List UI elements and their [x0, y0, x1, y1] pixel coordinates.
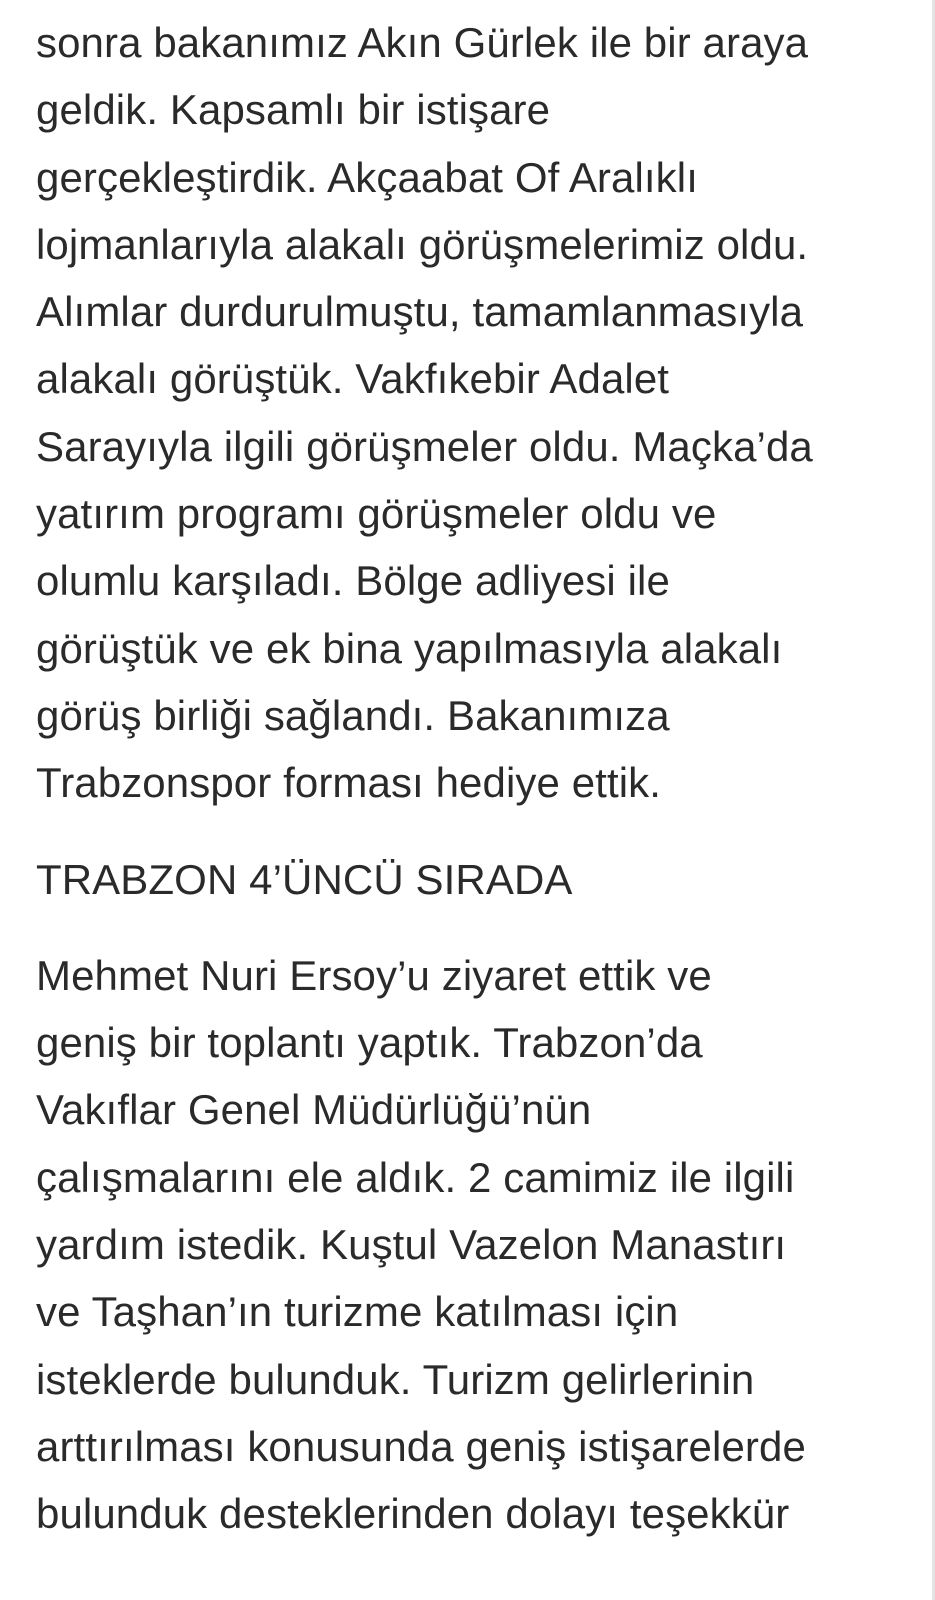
text-line: sonra bakanımız Akın Gürlek ile bir araya	[36, 19, 809, 66]
text-line: alakalı görüştük. Vakfıkebir Adalet	[36, 355, 670, 403]
article-paragraph	[36, 942, 916, 1548]
text-line: yatırım programı görüşmeler oldu ve	[36, 490, 717, 538]
text-line: Alımlar durdurulmuştu, tamamlanmasıyla	[36, 288, 804, 336]
text-line: Trabzonspor forması hediye ettik.	[36, 759, 662, 807]
text-line: olumlu karşıladı. Bölge adliyesi ile	[36, 557, 670, 605]
text-line: geldik. Kapsamlı bir istişare	[36, 86, 551, 134]
section-heading	[36, 846, 916, 913]
text-line: yardım istedik. Kuştul Vazelon Manastırı	[36, 1221, 787, 1269]
text-line: lojmanlarıyla alakalı görüşmelerimiz oldu.	[36, 220, 809, 268]
text-line: görüş birliği sağlandı. Bakanımıza	[36, 691, 670, 739]
text-line: arttırılması konusunda geniş istişarelerde	[36, 1422, 806, 1470]
text-line: isteklerde bulunduk. Turizm gelirlerinin	[36, 1355, 755, 1403]
text-line: görüştük ve ek bina yapılmasıyla alakalı	[36, 624, 783, 672]
text-line: bulunduk desteklerinden dolayı teşekkür	[36, 1490, 790, 1538]
article-paragraph	[36, 9, 916, 817]
text-line: Vakıflar Genel Müdürlüğü’nün	[36, 1086, 592, 1134]
text-line: Sarayıyla ilgili görüşmeler oldu. Maçka’da	[36, 422, 813, 470]
text-line: gerçekleştirdik. Akçaabat Of Aralıklı	[36, 153, 698, 201]
text-line: ve Taşhan’ın turizme katılması için	[36, 1288, 679, 1336]
text-line: çalışmalarını ele aldık. 2 camimiz ile ilgili	[36, 1153, 795, 1201]
article-body	[36, 9, 916, 1548]
text-line: Mehmet Nuri Ersoy’u ziyaret ettik ve	[36, 951, 712, 999]
text-line: geniş bir toplantı yaptık. Trabzon’da	[36, 1019, 703, 1067]
section-heading-text: TRABZON 4’ÜNCÜ SIRADA	[36, 855, 573, 903]
